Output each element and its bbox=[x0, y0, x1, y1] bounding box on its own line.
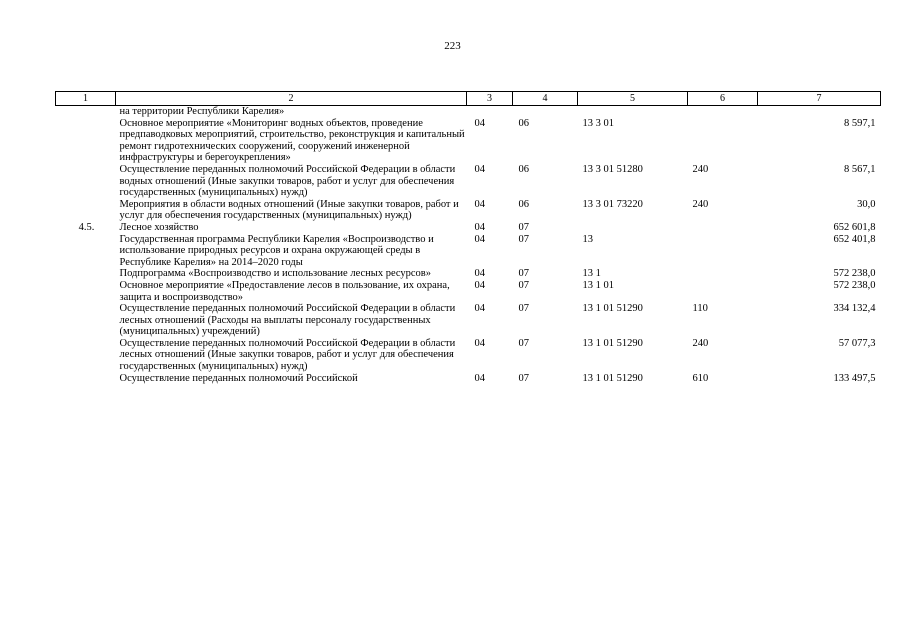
row-expense-type bbox=[688, 268, 758, 280]
row-section: 04 bbox=[474, 163, 485, 175]
row-expense-type: 610 bbox=[692, 372, 709, 384]
row-number bbox=[56, 106, 116, 118]
row-target-article: 13 3 01 bbox=[582, 117, 614, 129]
row-amount: 652 601,8 bbox=[833, 221, 876, 233]
row-expense-type: 240 bbox=[692, 198, 709, 210]
row-expense-type bbox=[688, 118, 758, 164]
table-row bbox=[56, 303, 881, 338]
row-expense-type: 240 bbox=[692, 337, 709, 349]
row-name: Основное мероприятие «Мониторинг водных объектов, проведение предпаводковых мероприятий, строительство, реконструкция и капитальный ремонт гидротехнических сооружений, сооружений инженерной инфраструктуры и берегоукрепления» bbox=[119, 117, 465, 164]
row-subsection: 07 bbox=[518, 337, 529, 349]
header-col-3: 3 bbox=[467, 92, 513, 106]
row-amount: 8 597,1 bbox=[844, 117, 876, 129]
row-target-article bbox=[578, 222, 688, 234]
row-target-article: 13 1 01 51290 bbox=[582, 303, 643, 315]
table-row bbox=[56, 118, 881, 164]
table-body bbox=[56, 106, 881, 385]
row-section: 04 bbox=[474, 233, 485, 245]
row-number bbox=[56, 280, 116, 303]
row-name: Подпрограмма «Воспроизводство и использование лесных ресурсов» bbox=[119, 268, 432, 280]
row-number bbox=[56, 199, 116, 222]
row-target-article: 13 3 01 51280 bbox=[582, 163, 643, 175]
header-col-5: 5 bbox=[578, 92, 688, 106]
row-target-article: 13 3 01 73220 bbox=[582, 198, 643, 210]
table-row bbox=[56, 373, 881, 385]
row-name: Мероприятия в области водных отношений (Иные закупки товаров, работ и услуг для обеспечения государственных (муниципальных) нужд) bbox=[119, 198, 459, 222]
row-target-article: 13 1 01 bbox=[582, 279, 614, 291]
row-subsection: 06 bbox=[518, 117, 529, 129]
row-amount: 572 238,0 bbox=[833, 279, 876, 291]
row-name: Осуществление переданных полномочий Российской Федерации в области лесных отношений (Иные закупки товаров, работ и услуг для обеспечения государственных (муниципальных) нужд) bbox=[119, 337, 456, 373]
row-target-article: 13 1 01 51290 bbox=[582, 372, 643, 384]
row-name: Основное мероприятие «Предоставление лесов в пользование, их охрана, защита и воспроизводство» bbox=[119, 279, 450, 303]
row-number bbox=[56, 303, 116, 338]
row-subsection: 07 bbox=[518, 221, 529, 233]
header-col-2: 2 bbox=[116, 92, 467, 106]
row-name: Государственная программа Республики Карелия «Воспроизводство и использование природных ресурсов и охрана окружающей среды в Республике Карелия» на 2014–2020 годы bbox=[119, 233, 434, 268]
row-section: 04 bbox=[474, 268, 485, 280]
table-row bbox=[56, 280, 881, 303]
row-amount: 334 132,4 bbox=[833, 303, 876, 315]
row-number bbox=[56, 373, 116, 385]
row-expense-type bbox=[688, 106, 758, 118]
table-row bbox=[56, 268, 881, 280]
row-subsection: 07 bbox=[518, 233, 529, 245]
row-target-article: 13 bbox=[582, 233, 593, 245]
table-row bbox=[56, 222, 881, 234]
row-target-article bbox=[578, 106, 688, 118]
row-expense-type bbox=[688, 234, 758, 269]
row-number bbox=[56, 338, 116, 373]
header-col-6: 6 bbox=[688, 92, 758, 106]
row-amount: 57 077,3 bbox=[838, 337, 876, 349]
budget-table bbox=[55, 91, 881, 384]
row-section: 04 bbox=[474, 221, 485, 233]
row-expense-type bbox=[688, 280, 758, 303]
row-number bbox=[56, 268, 116, 280]
row-amount bbox=[758, 106, 881, 118]
table-row bbox=[56, 338, 881, 373]
row-name: на территории Республики Карелия» bbox=[119, 106, 285, 117]
row-subsection: 06 bbox=[518, 163, 529, 175]
row-section: 04 bbox=[474, 198, 485, 210]
header-row bbox=[56, 92, 881, 106]
row-subsection: 06 bbox=[518, 198, 529, 210]
row-name: Осуществление переданных полномочий Российской Федерации в области водных отношений (Иные закупки товаров, работ и услуг для обеспечения государственных (муниципальных) нужд) bbox=[119, 163, 456, 199]
page-number: 223 bbox=[444, 40, 461, 52]
row-section: 04 bbox=[474, 337, 485, 349]
row-subsection bbox=[513, 106, 578, 118]
row-section: 04 bbox=[474, 372, 485, 384]
row-target-article: 13 1 01 51290 bbox=[582, 337, 643, 349]
row-section: 04 bbox=[474, 303, 485, 315]
row-section: 04 bbox=[474, 279, 485, 291]
row-expense-type: 110 bbox=[692, 303, 708, 315]
header-col-4: 4 bbox=[513, 92, 578, 106]
row-amount: 8 567,1 bbox=[844, 163, 876, 175]
row-number bbox=[56, 164, 116, 199]
row-amount: 133 497,5 bbox=[833, 372, 876, 384]
table-row bbox=[56, 106, 881, 118]
row-amount: 652 401,8 bbox=[833, 233, 876, 245]
table-header bbox=[56, 92, 881, 106]
row-subsection: 07 bbox=[518, 279, 529, 291]
row-subsection: 07 bbox=[518, 372, 529, 384]
row-amount: 30,0 bbox=[857, 198, 876, 210]
row-amount: 572 238,0 bbox=[833, 268, 876, 280]
header-col-7: 7 bbox=[758, 92, 881, 106]
row-expense-type bbox=[688, 222, 758, 234]
row-subsection: 07 bbox=[518, 268, 529, 280]
row-number: 4.5. bbox=[78, 221, 95, 233]
table-row bbox=[56, 199, 881, 222]
row-subsection: 07 bbox=[518, 303, 529, 315]
header-col-1: 1 bbox=[56, 92, 116, 106]
row-section: 04 bbox=[474, 117, 485, 129]
row-target-article: 13 1 bbox=[582, 268, 601, 280]
row-name: Лесное хозяйство bbox=[119, 221, 199, 233]
row-name: Осуществление переданных полномочий Российской Федерации в области лесных отношений (Расходы на выплаты персоналу государственных (муниципальных) учреждений) bbox=[119, 303, 456, 338]
row-number bbox=[56, 118, 116, 164]
row-name: Осуществление переданных полномочий Российской bbox=[119, 372, 358, 384]
row-number bbox=[56, 234, 116, 269]
table-row bbox=[56, 164, 881, 199]
table-row bbox=[56, 234, 881, 269]
row-section bbox=[467, 106, 513, 118]
row-expense-type: 240 bbox=[692, 163, 709, 175]
